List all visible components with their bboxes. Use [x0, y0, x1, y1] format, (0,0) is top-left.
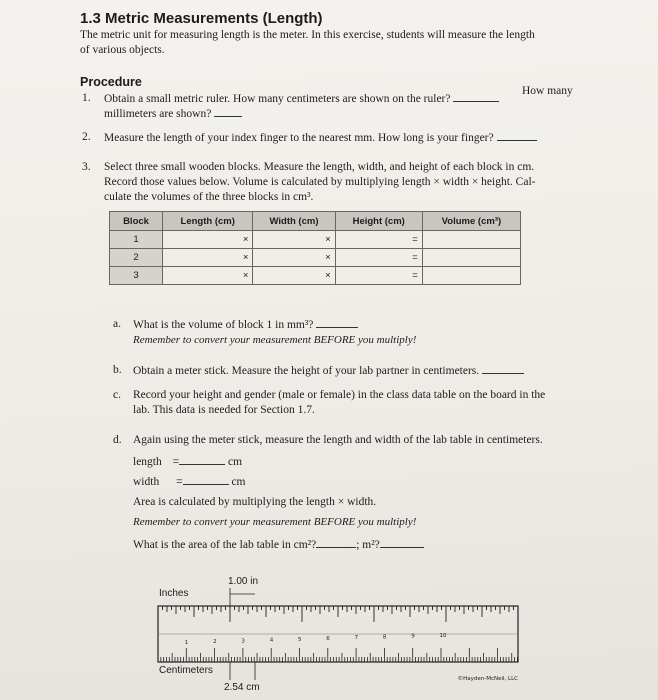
cm-number-label: 5 [298, 636, 302, 643]
block-volume-table [109, 211, 521, 285]
sub-c-line-2: lab. This data is needed for Section 1.7. [133, 404, 315, 416]
step-2-number: 2. [82, 131, 91, 143]
step-1-tail: How many [522, 85, 573, 97]
column-header: Width (cm) [253, 212, 335, 231]
cm-number-label: 9 [411, 633, 415, 640]
width-cell[interactable]: × [253, 267, 335, 285]
table-row [110, 249, 521, 267]
ruler-centimeters-label: Centimeters [159, 665, 213, 676]
ruler-inches-label: Inches [159, 588, 189, 599]
volume-cell[interactable] [422, 249, 520, 267]
sub-b-label: b. [113, 364, 122, 376]
width-line: width = cm [133, 476, 246, 488]
sub-b-question: Obtain a meter stick. Measure the height of your lab partner in centimeters. [133, 363, 524, 379]
answer-blank[interactable] [214, 106, 242, 117]
step-3-line-1: Select three small wooden blocks. Measure the length, width, and height of each block in cm. [104, 161, 535, 173]
ruler-bottom-label: 2.54 cm [224, 682, 260, 693]
area-instruction: Area is calculated by multiplying the length × width. [133, 496, 377, 508]
ruler-top-label: 1.00 in [228, 576, 259, 587]
answer-blank[interactable] [482, 363, 524, 374]
volume-cell[interactable] [422, 231, 520, 249]
step-3-line-3: culate the volumes of the three blocks in cm³. [104, 191, 314, 203]
table-row [110, 267, 521, 285]
width-cell[interactable]: × [253, 249, 335, 267]
page-title: 1.3 Metric Measurements (Length) [80, 10, 323, 27]
cm-number-label: 2 [213, 639, 217, 646]
answer-blank[interactable] [497, 130, 537, 141]
answer-blank[interactable] [453, 91, 499, 102]
step-3-line-2: Record those values below. Volume is calculated by multiplying length × width × height. Cal- [104, 176, 536, 188]
length-line: length = cm [133, 456, 243, 468]
cm-number-label: 7 [354, 635, 359, 642]
cm-number-label: 10 [439, 632, 447, 639]
width-cell[interactable]: × [253, 231, 335, 249]
volume-cell[interactable] [422, 267, 520, 285]
length-answer-blank[interactable] [179, 454, 225, 465]
length-cell[interactable]: × [163, 249, 253, 267]
procedure-heading: Procedure [80, 75, 142, 89]
column-header: Volume (cm³) [422, 212, 520, 231]
ruler-illustration [150, 588, 530, 700]
intro-line-1: The metric unit for measuring length is the meter. In this exercise, students will measure the length [80, 29, 535, 41]
ruler-copyright: ©Hayden-McNeil, LLC [457, 676, 518, 682]
length-cell[interactable]: × [163, 231, 253, 249]
sub-a-label: a. [113, 318, 121, 330]
cm-number-label: 8 [382, 634, 387, 641]
height-cell[interactable]: = [335, 231, 422, 249]
block-number-cell: 2 [110, 249, 163, 267]
area-cm-blank[interactable] [316, 537, 356, 548]
sub-d-question: Again using the meter stick, measure the length and width of the lab table in centimeters. [133, 434, 543, 446]
step-3-number: 3. [82, 161, 91, 173]
step-2-line-1: Measure the length of your index finger to the nearest mm. How long is your finger? [104, 130, 537, 146]
cm-number-label: 4 [269, 637, 274, 644]
step-1-line-2: millimeters are shown? [104, 106, 242, 122]
cm-number-label: 3 [241, 638, 245, 645]
table-row [110, 231, 521, 249]
length-cell[interactable]: × [163, 267, 253, 285]
step-1-line-1: Obtain a small metric ruler. How many centimeters are shown on the ruler? [104, 91, 499, 107]
column-header: Height (cm) [335, 212, 422, 231]
block-number-cell: 3 [110, 267, 163, 285]
area-question: What is the area of the lab table in cm²? ; m²? [133, 537, 424, 553]
cm-number-label: 6 [326, 636, 330, 642]
intro-line-2: of various objects. [80, 44, 165, 56]
height-cell[interactable]: = [335, 267, 422, 285]
sub-a-question: What is the volume of block 1 in mm³? [133, 317, 358, 333]
sub-c-label: c. [113, 389, 121, 401]
block-number-cell: 1 [110, 231, 163, 249]
width-answer-blank[interactable] [183, 474, 229, 485]
sub-a-note: Remember to convert your measurement BEFORE you multiply! [133, 334, 417, 346]
sub-d-note: Remember to convert your measurement BEFORE you multiply! [133, 516, 417, 528]
cm-number-label: 1 [184, 640, 189, 646]
answer-blank[interactable] [316, 317, 358, 328]
column-header: Length (cm) [163, 212, 253, 231]
sub-c-line-1: Record your height and gender (male or female) in the class data table on the board in the [133, 389, 546, 401]
table-header-row [110, 212, 521, 231]
height-cell[interactable]: = [335, 249, 422, 267]
column-header: Block [110, 212, 163, 231]
step-1-number: 1. [82, 92, 91, 104]
sub-d-label: d. [113, 434, 122, 446]
area-m-blank[interactable] [380, 537, 424, 548]
